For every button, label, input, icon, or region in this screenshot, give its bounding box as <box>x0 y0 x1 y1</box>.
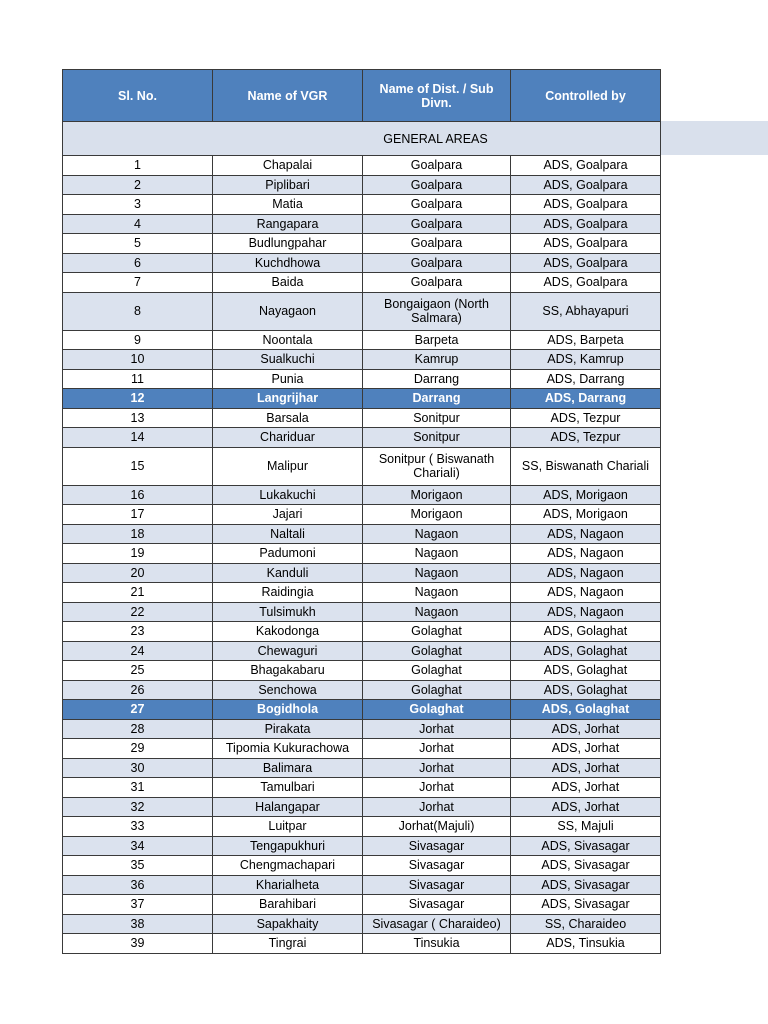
table-row <box>63 253 661 273</box>
cell-district: Nagaon <box>363 544 511 564</box>
cell-sl-no: 13 <box>63 408 213 428</box>
table-row <box>63 234 661 254</box>
cell-sl-no: 1 <box>63 156 213 176</box>
cell-sl-no: 37 <box>63 895 213 915</box>
table-row <box>63 292 661 330</box>
cell-controlled-by: ADS, Nagaon <box>511 544 661 564</box>
cell-vgr-name: Baida <box>213 273 363 293</box>
cell-vgr-name: Bogidhola <box>213 700 363 720</box>
cell-vgr-name: Barsala <box>213 408 363 428</box>
column-header-sl-no: Sl. No. <box>63 70 213 122</box>
cell-controlled-by: SS, Biswanath Chariali <box>511 447 661 485</box>
table-row <box>63 544 661 564</box>
cell-vgr-name: Kakodonga <box>213 622 363 642</box>
table-row <box>63 330 661 350</box>
cell-sl-no: 17 <box>63 505 213 525</box>
cell-controlled-by: SS, Majuli <box>511 817 661 837</box>
cell-district: Golaghat <box>363 661 511 681</box>
cell-sl-no: 15 <box>63 447 213 485</box>
cell-district: Goalpara <box>363 214 511 234</box>
cell-vgr-name: Senchowa <box>213 680 363 700</box>
cell-district: Sonitpur <box>363 408 511 428</box>
cell-district: Golaghat <box>363 680 511 700</box>
cell-district: Golaghat <box>363 641 511 661</box>
cell-district: Goalpara <box>363 234 511 254</box>
cell-sl-no: 22 <box>63 602 213 622</box>
cell-vgr-name: Sapakhaity <box>213 914 363 934</box>
cell-vgr-name: Tamulbari <box>213 778 363 798</box>
cell-district: Kamrup <box>363 350 511 370</box>
table-row <box>63 641 661 661</box>
cell-vgr-name: Punia <box>213 369 363 389</box>
cell-vgr-name: Chewaguri <box>213 641 363 661</box>
cell-sl-no: 12 <box>63 389 213 409</box>
cell-controlled-by: ADS, Jorhat <box>511 778 661 798</box>
cell-vgr-name: Lukakuchi <box>213 485 363 505</box>
cell-vgr-name: Piplibari <box>213 175 363 195</box>
cell-vgr-name: Halangapar <box>213 797 363 817</box>
cell-district: Sivasagar <box>363 875 511 895</box>
cell-sl-no: 8 <box>63 292 213 330</box>
cell-sl-no: 27 <box>63 700 213 720</box>
table-row <box>63 778 661 798</box>
cell-vgr-name: Barahibari <box>213 895 363 915</box>
table-row <box>63 622 661 642</box>
cell-sl-no: 31 <box>63 778 213 798</box>
cell-sl-no: 2 <box>63 175 213 195</box>
cell-district: Goalpara <box>363 273 511 293</box>
table-row <box>63 914 661 934</box>
cell-sl-no: 23 <box>63 622 213 642</box>
cell-vgr-name: Kanduli <box>213 563 363 583</box>
cell-sl-no: 34 <box>63 836 213 856</box>
cell-vgr-name: Tipomia Kukurachowa <box>213 739 363 759</box>
cell-district: Jorhat <box>363 758 511 778</box>
table-row <box>63 524 661 544</box>
cell-controlled-by: ADS, Jorhat <box>511 758 661 778</box>
cell-controlled-by: ADS, Goalpara <box>511 234 661 254</box>
table-row <box>63 563 661 583</box>
cell-controlled-by: ADS, Golaghat <box>511 680 661 700</box>
cell-sl-no: 35 <box>63 856 213 876</box>
table-row <box>63 485 661 505</box>
table-row <box>63 156 661 176</box>
table-row <box>63 895 661 915</box>
section-row <box>63 122 661 156</box>
cell-district: Goalpara <box>363 253 511 273</box>
table-row <box>63 505 661 525</box>
cell-district: Sivasagar ( Charaideo) <box>363 914 511 934</box>
cell-district: Sivasagar <box>363 856 511 876</box>
cell-controlled-by: ADS, Goalpara <box>511 156 661 176</box>
section-band-extension <box>660 121 768 155</box>
cell-vgr-name: Chariduar <box>213 428 363 448</box>
cell-vgr-name: Padumoni <box>213 544 363 564</box>
cell-sl-no: 16 <box>63 485 213 505</box>
cell-controlled-by: ADS, Darrang <box>511 369 661 389</box>
table-row <box>63 719 661 739</box>
cell-district: Golaghat <box>363 622 511 642</box>
cell-vgr-name: Noontala <box>213 330 363 350</box>
table-row <box>63 661 661 681</box>
cell-controlled-by: ADS, Barpeta <box>511 330 661 350</box>
cell-vgr-name: Tingrai <box>213 934 363 954</box>
cell-sl-no: 9 <box>63 330 213 350</box>
cell-vgr-name: Pirakata <box>213 719 363 739</box>
table-row <box>63 680 661 700</box>
table-row <box>63 875 661 895</box>
cell-district: Darrang <box>363 389 511 409</box>
cell-sl-no: 25 <box>63 661 213 681</box>
cell-controlled-by: SS, Abhayapuri <box>511 292 661 330</box>
table-row <box>63 758 661 778</box>
cell-controlled-by: ADS, Sivasagar <box>511 875 661 895</box>
cell-sl-no: 39 <box>63 934 213 954</box>
table-row <box>63 583 661 603</box>
cell-district: Nagaon <box>363 583 511 603</box>
table-row <box>63 195 661 215</box>
column-header-vgr-name: Name of VGR <box>213 70 363 122</box>
cell-district: Goalpara <box>363 156 511 176</box>
cell-vgr-name: Nayagaon <box>213 292 363 330</box>
cell-controlled-by: ADS, Jorhat <box>511 739 661 759</box>
table-row <box>63 856 661 876</box>
cell-vgr-name: Matia <box>213 195 363 215</box>
cell-sl-no: 28 <box>63 719 213 739</box>
cell-controlled-by: ADS, Golaghat <box>511 641 661 661</box>
cell-district: Nagaon <box>363 563 511 583</box>
cell-district: Jorhat <box>363 739 511 759</box>
cell-sl-no: 19 <box>63 544 213 564</box>
table-row <box>63 797 661 817</box>
cell-controlled-by: ADS, Goalpara <box>511 195 661 215</box>
cell-district: Goalpara <box>363 175 511 195</box>
cell-sl-no: 21 <box>63 583 213 603</box>
cell-vgr-name: Jajari <box>213 505 363 525</box>
table-row <box>63 700 661 720</box>
table-row <box>63 447 661 485</box>
cell-controlled-by: ADS, Tinsukia <box>511 934 661 954</box>
table-row <box>63 214 661 234</box>
cell-controlled-by: ADS, Tezpur <box>511 408 661 428</box>
cell-sl-no: 38 <box>63 914 213 934</box>
cell-district: Jorhat <box>363 797 511 817</box>
cell-vgr-name: Luitpar <box>213 817 363 837</box>
cell-controlled-by: ADS, Golaghat <box>511 700 661 720</box>
cell-sl-no: 14 <box>63 428 213 448</box>
table-row <box>63 389 661 409</box>
cell-vgr-name: Raidingia <box>213 583 363 603</box>
cell-controlled-by: ADS, Nagaon <box>511 524 661 544</box>
cell-controlled-by: ADS, Sivasagar <box>511 836 661 856</box>
cell-sl-no: 10 <box>63 350 213 370</box>
cell-controlled-by: SS, Charaideo <box>511 914 661 934</box>
cell-vgr-name: Budlungpahar <box>213 234 363 254</box>
cell-district: Darrang <box>363 369 511 389</box>
cell-vgr-name: Tulsimukh <box>213 602 363 622</box>
cell-sl-no: 30 <box>63 758 213 778</box>
cell-controlled-by: ADS, Golaghat <box>511 661 661 681</box>
table-row <box>63 428 661 448</box>
vgr-table <box>62 69 661 954</box>
table-row <box>63 369 661 389</box>
cell-district: Jorhat <box>363 719 511 739</box>
table-row <box>63 602 661 622</box>
cell-sl-no: 6 <box>63 253 213 273</box>
cell-vgr-name: Chapalai <box>213 156 363 176</box>
cell-sl-no: 36 <box>63 875 213 895</box>
cell-district: Sivasagar <box>363 836 511 856</box>
cell-district: Jorhat(Majuli) <box>363 817 511 837</box>
table-row <box>63 175 661 195</box>
table-row <box>63 934 661 954</box>
cell-controlled-by: ADS, Morigaon <box>511 485 661 505</box>
cell-vgr-name: Malipur <box>213 447 363 485</box>
cell-controlled-by: ADS, Goalpara <box>511 175 661 195</box>
cell-vgr-name: Kuchdhowa <box>213 253 363 273</box>
cell-district: Jorhat <box>363 778 511 798</box>
table-row <box>63 408 661 428</box>
column-header-controlled-by: Controlled by <box>511 70 661 122</box>
cell-sl-no: 33 <box>63 817 213 837</box>
cell-vgr-name: Naltali <box>213 524 363 544</box>
cell-controlled-by: ADS, Jorhat <box>511 719 661 739</box>
table-row <box>63 817 661 837</box>
cell-controlled-by: ADS, Sivasagar <box>511 856 661 876</box>
cell-district: Tinsukia <box>363 934 511 954</box>
column-header-district: Name of Dist. / Sub Divn. <box>363 70 511 122</box>
cell-sl-no: 11 <box>63 369 213 389</box>
cell-sl-no: 29 <box>63 739 213 759</box>
cell-controlled-by: ADS, Jorhat <box>511 797 661 817</box>
cell-district: Morigaon <box>363 505 511 525</box>
cell-district: Sonitpur ( Biswanath Chariali) <box>363 447 511 485</box>
cell-sl-no: 26 <box>63 680 213 700</box>
cell-sl-no: 7 <box>63 273 213 293</box>
cell-district: Sivasagar <box>363 895 511 915</box>
cell-vgr-name: Balimara <box>213 758 363 778</box>
cell-district: Barpeta <box>363 330 511 350</box>
cell-vgr-name: Sualkuchi <box>213 350 363 370</box>
cell-district: Golaghat <box>363 700 511 720</box>
cell-controlled-by: ADS, Goalpara <box>511 214 661 234</box>
cell-vgr-name: Tengapukhuri <box>213 836 363 856</box>
cell-district: Morigaon <box>363 485 511 505</box>
table-row <box>63 273 661 293</box>
cell-district: Goalpara <box>363 195 511 215</box>
cell-controlled-by: ADS, Kamrup <box>511 350 661 370</box>
cell-vgr-name: Chengmachapari <box>213 856 363 876</box>
cell-sl-no: 4 <box>63 214 213 234</box>
cell-controlled-by: ADS, Nagaon <box>511 602 661 622</box>
section-title: GENERAL AREAS <box>63 122 661 156</box>
table-row <box>63 350 661 370</box>
cell-sl-no: 32 <box>63 797 213 817</box>
cell-vgr-name: Rangapara <box>213 214 363 234</box>
cell-controlled-by: ADS, Goalpara <box>511 253 661 273</box>
cell-sl-no: 18 <box>63 524 213 544</box>
cell-controlled-by: ADS, Golaghat <box>511 622 661 642</box>
cell-sl-no: 5 <box>63 234 213 254</box>
cell-sl-no: 20 <box>63 563 213 583</box>
cell-controlled-by: ADS, Sivasagar <box>511 895 661 915</box>
cell-sl-no: 3 <box>63 195 213 215</box>
cell-sl-no: 24 <box>63 641 213 661</box>
cell-vgr-name: Langrijhar <box>213 389 363 409</box>
cell-district: Nagaon <box>363 524 511 544</box>
cell-controlled-by: ADS, Nagaon <box>511 563 661 583</box>
cell-vgr-name: Bhagakabaru <box>213 661 363 681</box>
cell-controlled-by: ADS, Morigaon <box>511 505 661 525</box>
cell-vgr-name: Kharialheta <box>213 875 363 895</box>
table-row <box>63 836 661 856</box>
cell-controlled-by: ADS, Goalpara <box>511 273 661 293</box>
header-row <box>63 70 661 122</box>
cell-district: Bongaigaon (North Salmara) <box>363 292 511 330</box>
cell-district: Nagaon <box>363 602 511 622</box>
cell-district: Sonitpur <box>363 428 511 448</box>
cell-controlled-by: ADS, Darrang <box>511 389 661 409</box>
cell-controlled-by: ADS, Tezpur <box>511 428 661 448</box>
table-row <box>63 739 661 759</box>
cell-controlled-by: ADS, Nagaon <box>511 583 661 603</box>
